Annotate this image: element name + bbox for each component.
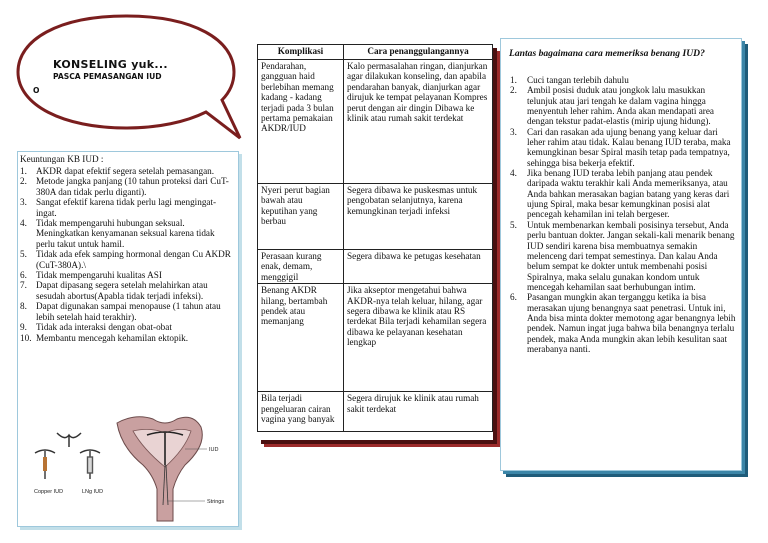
- strings-label: Strings: [207, 499, 225, 505]
- copper-iud-icon: [35, 450, 55, 479]
- table-row: [258, 60, 493, 184]
- benefit-item: [20, 270, 234, 280]
- step-number: 1.: [510, 75, 517, 85]
- benefit-text: Membantu mencegah kehamilan ektopik.: [36, 332, 189, 343]
- iud-check-title: Lantas bagaimana cara memeriksa benang IUD?: [509, 48, 705, 59]
- check-step: [510, 85, 736, 126]
- benefit-text: Tidak ada interaksi dengan obat-obat: [36, 322, 172, 333]
- handling-cell: Kalo permasalahan ringan, dianjurkan agar dilakukan konseling, dan apabila pendarahan banyak, dianjurkan agar dirujuk ke tempat pelayanan Kompres perut dengan air dingin Dibawa ke klinik atau rumah sakit terdekat: [344, 60, 493, 184]
- benefit-item: [20, 197, 234, 218]
- complication-cell: Nyeri perut bagian bawah atau keputihan yang berbau: [258, 184, 344, 250]
- benefit-number: 7.: [20, 280, 27, 291]
- step-text: Untuk membenarkan kembali posisinya tersebut, Anda perlu bantuan dokter. Jangan sekali-kali menarik benang IUD sendiri karena bisa membuatnya semakin melenceng dari tempat semestinya. Dan kalau Anda belum sempat ke dokter untuk membenahi posisi Spiralnya, maka selalu gunakan kondom untuk mencegah kehamilan saat berhubungan intim.: [527, 219, 735, 292]
- bubble-title: KONSELING yuk...: [53, 58, 168, 71]
- benefit-number: 6.: [20, 270, 27, 281]
- iud-check-panel: [500, 38, 742, 471]
- table-row: [258, 284, 493, 392]
- benefit-item: [20, 249, 234, 270]
- benefits-heading: Keuntungan KB IUD :: [20, 154, 104, 164]
- benefit-text: Tidak ada efek samping hormonal dengan Cu AKDR (CuT-380A).\: [36, 249, 231, 270]
- benefit-text: Tidak mempengaruhi kualitas ASI: [36, 270, 162, 281]
- step-number: 3.: [510, 126, 517, 137]
- step-number: 6.: [510, 292, 517, 303]
- handling-cell: Segera dirujuk ke klinik atau rumah sakit terdekat: [344, 392, 493, 432]
- benefit-text: AKDR dapat efektif segera setelah pemasangan.: [36, 166, 215, 176]
- iud-diagram: [25, 405, 230, 523]
- bubble-subtitle: PASCA PEMASANGAN IUD: [53, 72, 162, 81]
- complications-table: [257, 44, 493, 432]
- small-iud-icon: [57, 433, 81, 447]
- benefit-number: 1.: [20, 166, 27, 176]
- check-step: [510, 168, 736, 220]
- bubble-mark: O: [33, 86, 40, 95]
- benefit-item: [20, 333, 234, 343]
- benefit-number: 3.: [20, 197, 27, 208]
- iud-label: IUD: [209, 447, 219, 453]
- benefit-text: Metode jangka panjang (10 tahun proteksi dari CuT-380A dan tidak perlu diganti).: [36, 176, 229, 197]
- benefit-number: 8.: [20, 301, 27, 312]
- uterus-illustration: [117, 417, 207, 521]
- lng-iud-icon: [80, 450, 100, 479]
- speech-bubble: [8, 10, 243, 145]
- complication-cell: Pendarahan, gangguan haid berlebihan memang kadang - kadang terjadi pada 3 bulan pertama pemakaian AKDR/IUD: [258, 60, 344, 184]
- check-step: [510, 220, 736, 292]
- step-text: Cari dan rasakan ada ujung benang yang keluar dari leher rahim atau tidak. Kalau benang IUD teraba, maka kemungkinan besar Spiral masih tetap pada tempatnya, sehingga bisa bekerja efektif.: [527, 126, 731, 168]
- benefit-item: [20, 322, 234, 332]
- benefits-list: [20, 166, 234, 343]
- benefit-number: 2.: [20, 176, 27, 187]
- handling-cell: Segera dibawa ke puskesmas untuk pengobatan selanjutnya, karena kemungkinan terjadi infeksi: [344, 184, 493, 250]
- benefit-text: Dapat digunakan sampai menopause (1 tahun atau lebih setelah haid terakhir).: [36, 301, 221, 322]
- copper-label: Copper IUD: [34, 489, 64, 495]
- table-row: [258, 392, 493, 432]
- table-header-row: [258, 45, 493, 60]
- benefit-item: [20, 280, 234, 301]
- step-number: 5.: [510, 219, 517, 230]
- benefit-number: 9.: [20, 322, 27, 333]
- complication-cell: Bila terjadi pengeluaran cairan vagina yang banyak: [258, 392, 344, 432]
- step-text: Pasangan mungkin akan terganggu ketika ia bisa merasakan ujung benangnya saat penetrasi. Untuk ini, Anda bisa minta dokter memotong agar benangnya lebih pendek. Namun ingat juga bahwa bila benangnya terlalu pendek, maka Anda mungkin akan lebih kesulitan saat merabanya nanti.: [527, 292, 736, 354]
- benefit-item: [20, 218, 234, 249]
- handling-cell: Segera dibawa ke petugas kesehatan: [344, 250, 493, 284]
- benefit-item: [20, 176, 234, 197]
- complication-cell: Benang AKDR hilang, bertambah pendek atau memanjang: [258, 284, 344, 392]
- complications-table-panel: [257, 44, 493, 440]
- check-step: [510, 75, 736, 85]
- benefit-item: [20, 166, 234, 176]
- step-text: Ambil posisi duduk atau jongkok lalu masukkan telunjuk atau jari tengah ke dalam vagina hingga menyentuh leher rahim. Anda akan mendapati area dengan tekstur padat-elastis (mirip ujung hidung).: [527, 85, 714, 127]
- benefit-text: Dapat dipasang segera setelah melahirkan atau sesudah abortus(Apabla tidak terjadi infeksi).: [36, 280, 208, 301]
- step-number: 2.: [510, 85, 517, 96]
- check-step: [510, 292, 736, 354]
- step-number: 4.: [510, 168, 517, 179]
- complication-cell: Perasaan kurang enak, demam, menggigil: [258, 250, 344, 284]
- header-handling: Cara penanggulangannya: [344, 45, 493, 60]
- benefit-number: 4.: [20, 218, 27, 229]
- handling-cell: Jika akseptor mengetahui bahwa AKDR-nya telah keluar, hilang, agar segera dibawa ke klinik atau RS terdekat Bila terjadi kehamilan segera dibawa ke pelayanan kesehatan lengkap: [344, 284, 493, 392]
- step-text: Cuci tangan terlebih dahulu: [527, 75, 629, 85]
- step-text: Jika benang IUD teraba lebih panjang atau pendek daripada waktu terakhir kali Anda memeriksanya, atau Anda bahkan merasakan bagian batang yang keras dari ujung Spiral, maka besar kemungkinan posisi alat pencegah kehamilan ini telah bergeser.: [527, 168, 730, 220]
- table-row: [258, 184, 493, 250]
- lng-label: LNg IUD: [82, 489, 104, 495]
- check-step: [510, 127, 736, 168]
- table-row: [258, 250, 493, 284]
- benefit-number: 10.: [20, 332, 32, 343]
- iud-check-steps: [510, 75, 736, 354]
- benefit-number: 5.: [20, 249, 27, 260]
- benefit-item: [20, 301, 234, 322]
- benefit-text: Tidak mempengaruhi hubungan seksual. Meningkatkan kenyamanan seksual karena tidak perlu takut untuk hamil.: [36, 218, 215, 249]
- benefit-text: Sangat efektif karena tidak perlu lagi mengingat-ingat.: [36, 197, 217, 218]
- header-complication: Komplikasi: [258, 45, 344, 60]
